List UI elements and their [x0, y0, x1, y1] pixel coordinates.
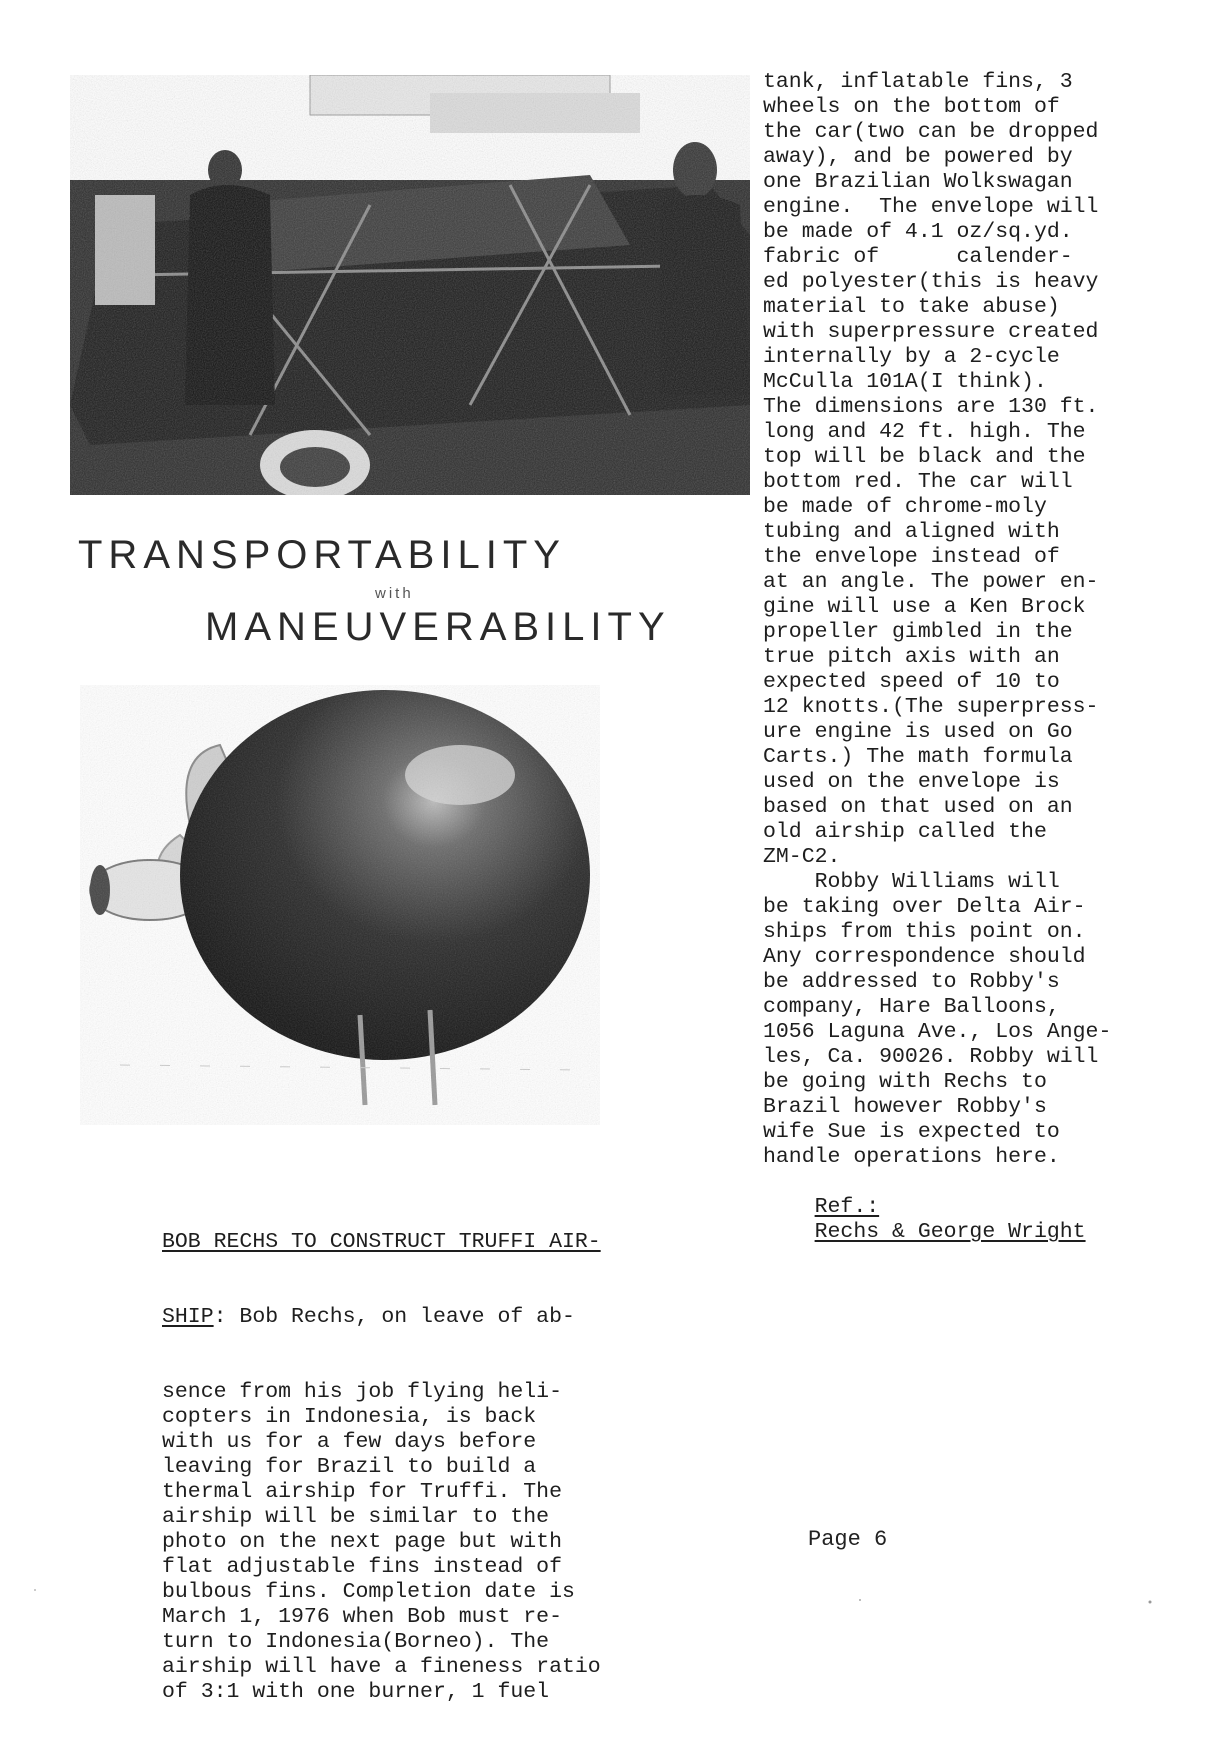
right-column-line: ed polyester(this is heavy	[763, 270, 1099, 294]
article-rechs-truffi	[162, 1180, 601, 1755]
right-column	[763, 70, 1111, 1170]
article-body	[162, 1380, 601, 1705]
article-line: sence from his job flying heli-	[162, 1380, 562, 1404]
right-column-line: internally by a 2-cycle	[763, 345, 1060, 369]
right-column-line: be made of 4.1 oz/sq.yd.	[763, 220, 1073, 244]
right-column-line: material to take abuse)	[763, 295, 1060, 319]
right-column-line: expected speed of 10 to	[763, 670, 1060, 694]
right-column-line: used on the envelope is	[763, 770, 1060, 794]
right-column-line: ure engine is used on Go	[763, 720, 1073, 744]
article-line: March 1, 1976 when Bob must re-	[162, 1605, 562, 1629]
article-heading-line	[162, 1230, 601, 1255]
reference-line	[763, 1170, 1086, 1270]
right-column-line: with superpressure created	[763, 320, 1099, 344]
article-line: thermal airship for Truffi. The	[162, 1480, 562, 1504]
right-column-line: be taking over Delta Air-	[763, 895, 1086, 919]
right-column-line: bottom red. The car will	[763, 470, 1073, 494]
reference-label: Ref.:	[814, 1195, 880, 1219]
right-column-line: fabric of calender-	[763, 245, 1073, 269]
article-first-line-text: : Bob Rechs, on leave of ab-	[213, 1305, 575, 1329]
right-column-line: be addressed to Robby's	[763, 970, 1060, 994]
page-number: Page 6	[808, 1527, 888, 1552]
right-column-line: McCulla 101A(I think).	[763, 370, 1047, 394]
right-column-line: the envelope instead of	[763, 545, 1060, 569]
right-column-line: ZM-C2.	[763, 845, 841, 869]
right-column-line: gine will use a Ken Brock	[763, 595, 1086, 619]
right-column-line: les, Ca. 90026. Robby will	[763, 1045, 1099, 1069]
article-line: with us for a few days before	[162, 1430, 537, 1454]
ad-headline-maneuverability: MANEUVERABILITY	[205, 605, 671, 649]
right-column-line: the car(two can be dropped	[763, 120, 1099, 144]
right-column-line: engine. The envelope will	[763, 195, 1099, 219]
right-column-line: at an angle. The power en-	[763, 570, 1099, 594]
article-line: airship will have a fineness ratio	[162, 1655, 601, 1679]
ad-headline-transportability: TRANSPORTABILITY	[78, 533, 566, 577]
right-column-line: wheels on the bottom of	[763, 95, 1060, 119]
right-column-line: old airship called the	[763, 820, 1047, 844]
right-column-line: handle operations here.	[763, 1145, 1060, 1169]
right-column-line: 1056 Laguna Ave., Los Ange-	[763, 1020, 1112, 1044]
right-column-line: tubing and aligned with	[763, 520, 1060, 544]
article-line: leaving for Brazil to build a	[162, 1455, 537, 1479]
right-column-line: Any correspondence should	[763, 945, 1086, 969]
right-column-line: Brazil however Robby's	[763, 1095, 1047, 1119]
right-column-line: be made of chrome-moly	[763, 495, 1047, 519]
right-column-line: true pitch axis with an	[763, 645, 1060, 669]
article-line: copters in Indonesia, is back	[162, 1405, 537, 1429]
photo-airship-envelope	[80, 685, 600, 1125]
photo-gondola	[70, 75, 750, 495]
reference-names: Rechs & George Wright	[814, 1220, 1086, 1244]
right-column-line: top will be black and the	[763, 445, 1086, 469]
right-column-line: wife Sue is expected to	[763, 1120, 1060, 1144]
article-line: airship will be similar to the	[162, 1505, 550, 1529]
right-column-line: Carts.) The math formula	[763, 745, 1073, 769]
right-column-line: Robby Williams will	[763, 870, 1060, 894]
article-heading-continued: SHIP	[162, 1305, 214, 1329]
right-column-line: company, Hare Balloons,	[763, 995, 1060, 1019]
right-column-line: based on that used on an	[763, 795, 1073, 819]
right-column-line: The dimensions are 130 ft.	[763, 395, 1099, 419]
right-column-line: ships from this point on.	[763, 920, 1086, 944]
article-line: turn to Indonesia(Borneo). The	[162, 1630, 550, 1654]
article-first-line	[162, 1305, 601, 1330]
right-column-line: 12 knotts.(The superpress-	[763, 695, 1099, 719]
right-column-line: long and 42 ft. high. The	[763, 420, 1086, 444]
ad-connector-with: with	[375, 585, 414, 602]
right-column-line: one Brazilian Wolkswagan	[763, 170, 1073, 194]
article-heading: BOB RECHS TO CONSTRUCT TRUFFI AIR-	[162, 1230, 601, 1254]
right-column-line: propeller gimbled in the	[763, 620, 1073, 644]
right-column-line: tank, inflatable fins, 3	[763, 70, 1073, 94]
article-line: photo on the next page but with	[162, 1530, 562, 1554]
article-line: bulbous fins. Completion date is	[162, 1580, 575, 1604]
right-column-line: be going with Rechs to	[763, 1070, 1047, 1094]
article-line: flat adjustable fins instead of	[162, 1555, 562, 1579]
article-line: of 3:1 with one burner, 1 fuel	[162, 1680, 550, 1704]
right-column-line: away), and be powered by	[763, 145, 1073, 169]
